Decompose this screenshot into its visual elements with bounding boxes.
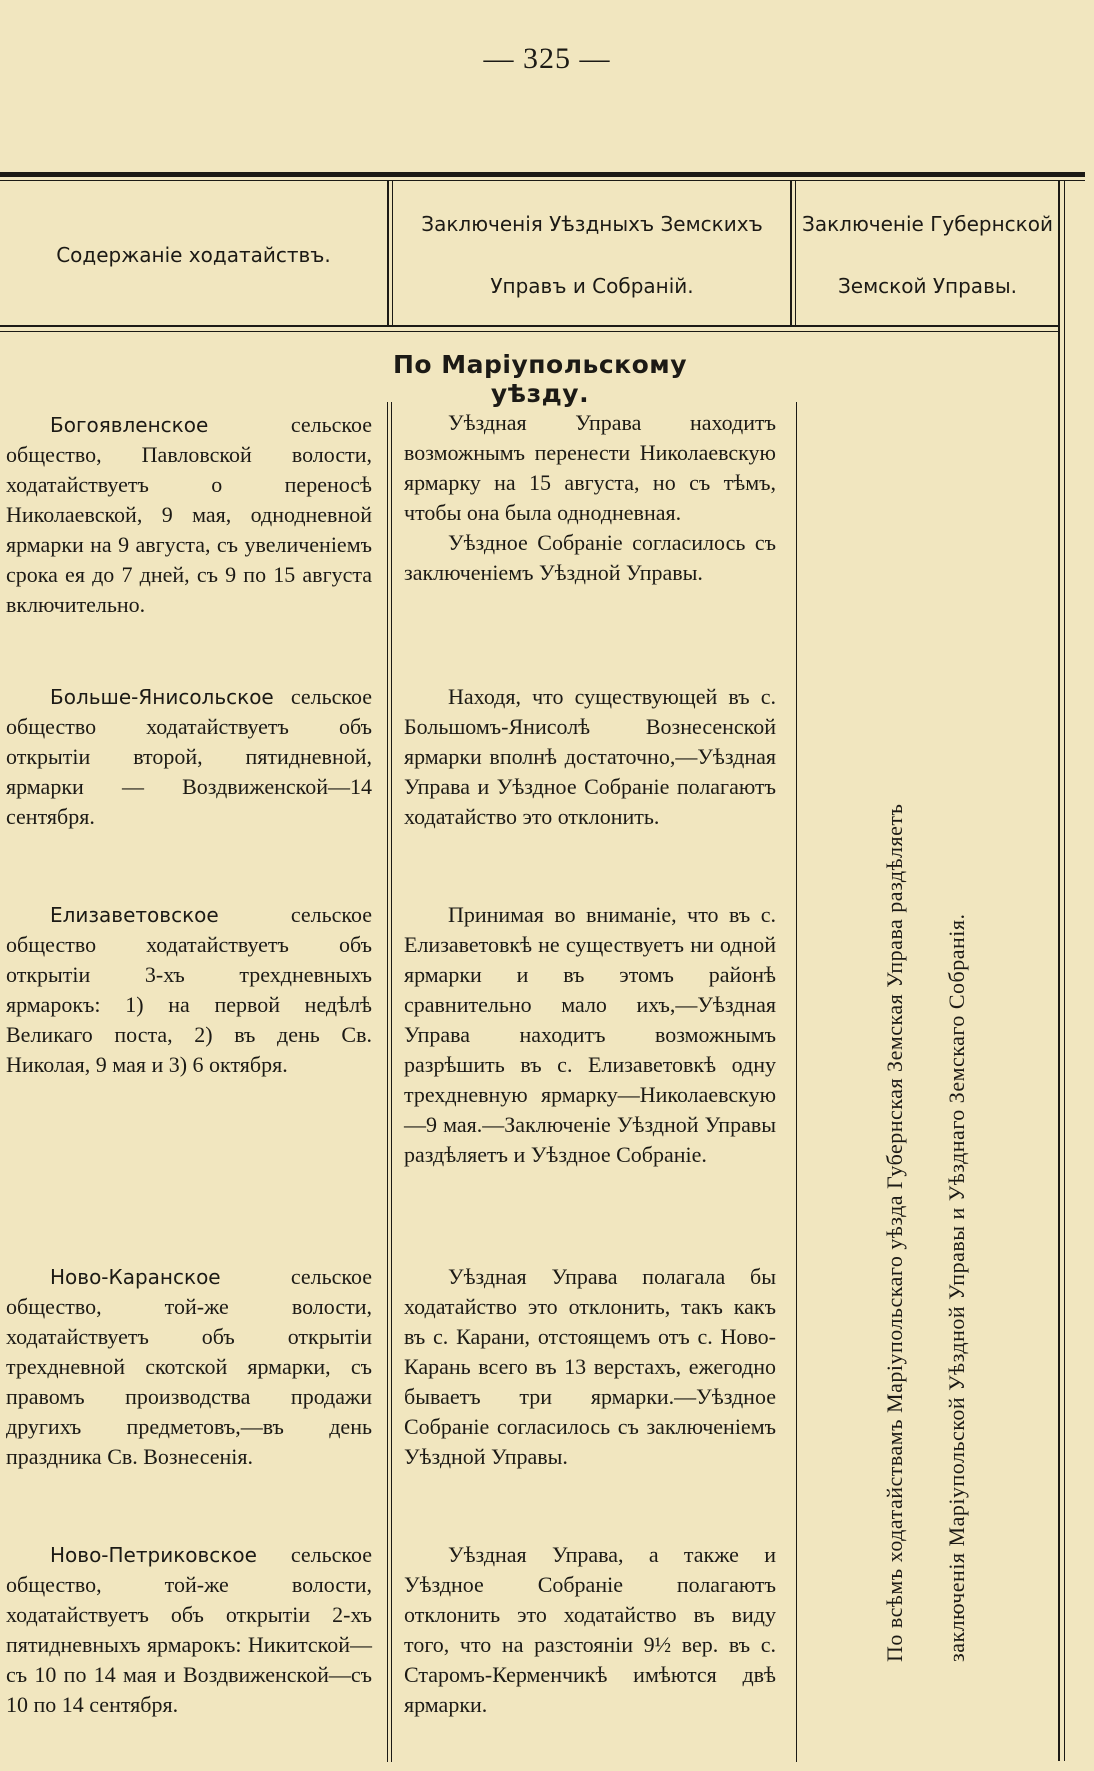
petition-2 bbox=[6, 682, 372, 832]
petition-lead: Ново-Петриковское bbox=[50, 1543, 257, 1567]
header-provincial-decision-column bbox=[797, 185, 1058, 325]
right-border-2 bbox=[1064, 181, 1065, 1761]
petition-text: сельское общество, той-же волости, ходатайствуетъ объ открытіи трехдневной скотской ярмарки, съ правомъ производства продажи другихъ предметовъ,—въ день праздника Св. Вознесенія. bbox=[6, 1264, 372, 1469]
petition-1 bbox=[6, 410, 372, 620]
decision-paragraph: Уѣздная Управа, а также и Уѣздное Собраніе полагаютъ отклонить это ходатайство въ виду того, что на разстояніи 9½ вер. въ с. Старомъ-Керменчикѣ имѣются двѣ ярмарки. bbox=[404, 1542, 776, 1717]
header-col3-line1: Заключеніе Губернской bbox=[802, 212, 1053, 236]
header-col3-line2: Земской Управы. bbox=[837, 274, 1018, 298]
top-rule-thin bbox=[0, 180, 1085, 181]
petition-lead: Богоявленское bbox=[50, 413, 209, 437]
petition-text: сельское общество, Павловской волости, ходатайствуетъ о переносѣ Николаевской, 9 мая, однодневной ярмарки на 9 августа, съ увеличеніемъ срока ея до 7 дней, съ 9 по 15 августа включительно. bbox=[6, 412, 372, 617]
header-district-decisions-column bbox=[394, 185, 790, 325]
decision-3 bbox=[404, 900, 776, 1170]
petition-lead: Больше-Янисольское bbox=[50, 685, 274, 709]
column-divider-2b bbox=[795, 181, 796, 327]
petition-5 bbox=[6, 1540, 372, 1720]
top-rule bbox=[0, 172, 1085, 177]
page-number: — 325 — bbox=[483, 42, 611, 75]
body-divider-1 bbox=[387, 402, 388, 1762]
petition-4 bbox=[6, 1262, 372, 1472]
decision-1 bbox=[404, 408, 776, 588]
petition-lead: Елизаветовское bbox=[50, 903, 219, 927]
body-divider-2 bbox=[796, 402, 797, 1762]
header-bottom-rule bbox=[0, 325, 1060, 327]
petition-text: сельское общество ходатайствуетъ объ открытіи второй, пятидневной, ярмарки — Воздвиженской—14 сентября. bbox=[6, 684, 372, 829]
column-divider-1b bbox=[392, 181, 393, 327]
petition-lead: Ново-Каранское bbox=[50, 1265, 221, 1289]
petition-3 bbox=[6, 900, 372, 1080]
section-title: По Маріупольскому уѣзду. bbox=[392, 350, 688, 408]
column-divider-2 bbox=[790, 181, 792, 327]
decision-paragraph: Принимая во вниманіе, что въ с. Елизаветовкѣ не существуетъ ни одной ярмарки и въ этомъ районѣ сравнительно мало ихъ,—Уѣздная Управа находитъ возможнымъ разрѣшить въ с. Елизаветовкѣ одну трехдневную ярмарку—Николаевскую—9 мая.—Заключеніе Уѣздной Управы раздѣляетъ и Уѣздное Собраніе. bbox=[404, 902, 776, 1167]
header-col2-line2: Управъ и Собраній. bbox=[490, 274, 694, 298]
decision-5 bbox=[404, 1540, 776, 1720]
decision-paragraph: Уѣздное Собраніе согласилось съ заключеніемъ Уѣздной Управы. bbox=[404, 530, 776, 585]
petition-text: сельское общество ходатайствуетъ объ открытіи 3-хъ трехдневныхъ ярмарокъ: 1) на первой недѣлѣ Великаго поста, 2) въ день Св. Николая, 9 мая и 3) 6 октября. bbox=[6, 902, 372, 1077]
column-divider-1 bbox=[387, 181, 389, 327]
header-col2-line1: Заключенія Уѣздныхъ Земскихъ bbox=[421, 212, 763, 236]
header-contents-column bbox=[0, 185, 387, 325]
header-col1-label: Содержаніе ходатайствъ. bbox=[56, 243, 331, 267]
right-border bbox=[1058, 181, 1060, 1761]
decision-paragraph: Уѣздная Управа находитъ возможнымъ перенести Николаевскую ярмарку на 15 августа, но съ тѣмъ, чтобы она была однодневная. bbox=[404, 410, 776, 525]
provincial-decision-line2: заключенія Маріупольской Уѣздной Управы и Уѣзднаго Земскаго Собранія. bbox=[944, 913, 969, 1662]
petition-text: сельское общество, той-же волости, ходатайствуетъ объ открытіи 2-хъ пятидневныхъ ярмарокъ: Никитской—съ 10 по 14 мая и Воздвиженской—съ 10 по 14 сентября. bbox=[6, 1542, 372, 1717]
provincial-decision-line1: По всѣмъ ходатайствамъ Маріупольскаго уѣзда Губернская Земская Управа раздѣляетъ bbox=[882, 803, 907, 1662]
body-divider-1b bbox=[391, 402, 392, 1762]
decision-paragraph: Находя, что существующей въ с. Большомъ-Янисолѣ Вознесенской ярмарки вполнѣ достаточно,—Уѣздная Управа и Уѣздное Собраніе полагаютъ ходатайство это отклонить. bbox=[404, 684, 776, 829]
header-bottom-rule-thin bbox=[0, 331, 1060, 332]
decision-paragraph: Уѣздная Управа полагала бы ходатайство это отклонить, такъ какъ въ с. Карани, отстоящемъ отъ с. Ново-Карань всего въ 13 верстахъ, ежегодно бываетъ три ярмарки.—Уѣздное Собраніе согласилось съ заключеніемъ Уѣздной Управы. bbox=[404, 1264, 776, 1469]
decision-2 bbox=[404, 682, 776, 832]
decision-4 bbox=[404, 1262, 776, 1472]
